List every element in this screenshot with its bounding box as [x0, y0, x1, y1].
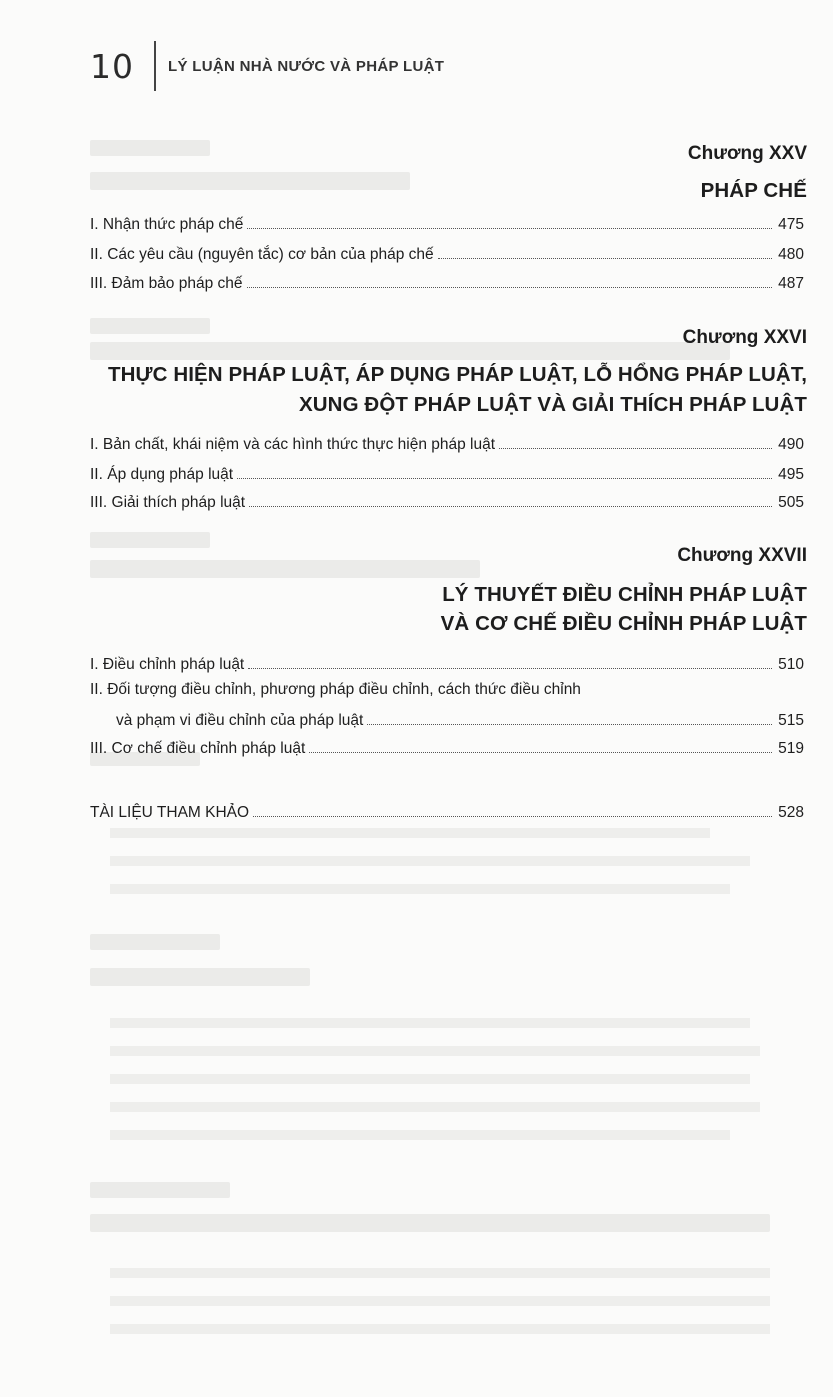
chapter-label: Chương XXVII [677, 545, 807, 566]
toc-entry-references[interactable] [90, 800, 804, 822]
toc-entry-page: 515 [778, 712, 804, 729]
toc-entry-page: 505 [778, 494, 804, 511]
toc-entry-page: 519 [778, 740, 804, 757]
toc-entry-text: I. Bản chất, khái niệm và các hình thức thực hiện pháp luật [90, 436, 496, 453]
toc-entry-page: 490 [778, 436, 804, 453]
header-divider [154, 41, 156, 91]
toc-entry-text: III. Cơ chế điều chỉnh pháp luật [90, 740, 306, 757]
toc-entry[interactable] [90, 242, 804, 264]
running-title: LÝ LUẬN NHÀ NƯỚC VÀ PHÁP LUẬT [168, 57, 445, 75]
toc-entry-page: 480 [778, 246, 804, 263]
chapter-title-line: PHÁP CHẾ [700, 179, 807, 202]
toc-entry-text: I. Điều chỉnh pháp luật [90, 656, 245, 673]
chapter-title-line: LÝ THUYẾT ĐIỀU CHỈNH PHÁP LUẬT [442, 583, 807, 606]
dot-leader [499, 448, 772, 449]
toc-entry-first-line[interactable]: II. Đối tượng điều chỉnh, phương pháp điều chỉnh, cách thức điều chỉnh [90, 681, 581, 698]
dot-leader [367, 724, 772, 725]
toc-entry[interactable] [116, 708, 804, 730]
page-number: 10 [90, 46, 134, 86]
dot-leader [248, 668, 772, 669]
dot-leader [249, 506, 772, 507]
toc-entry-page: 528 [778, 804, 804, 821]
toc-entry[interactable] [90, 462, 804, 484]
dot-leader [237, 478, 772, 479]
dot-leader [253, 816, 772, 817]
toc-entry-text: II. Các yêu cầu (nguyên tắc) cơ bản của pháp chế [90, 246, 434, 263]
chapter-title-line: THỰC HIỆN PHÁP LUẬT, ÁP DỤNG PHÁP LUẬT, LỖ HỔNG PHÁP LUẬT, [108, 363, 807, 386]
chapter-label: Chương XXVI [682, 327, 807, 348]
toc-entry-page: 510 [778, 656, 804, 673]
toc-entry-text: TÀI LIỆU THAM KHẢO [90, 804, 250, 821]
toc-entry[interactable] [90, 212, 804, 234]
dot-leader [247, 287, 772, 288]
toc-entry[interactable] [90, 271, 804, 293]
toc-entry-text: và phạm vi điều chỉnh của pháp luật [116, 712, 364, 729]
toc-entry-text: III. Đảm bảo pháp chế [90, 275, 243, 292]
chapter-label: Chương XXV [687, 143, 807, 164]
toc-entry-text: II. Áp dụng pháp luật [90, 466, 234, 483]
toc-entry-text: I. Nhận thức pháp chế [90, 216, 244, 233]
toc-entry[interactable] [90, 490, 804, 512]
toc-entry[interactable] [90, 432, 804, 454]
toc-entry[interactable] [90, 736, 804, 758]
dot-leader [438, 258, 772, 259]
toc-entry-page: 487 [778, 275, 804, 292]
running-header [90, 40, 444, 92]
chapter-title-line: VÀ CƠ CHẾ ĐIỀU CHỈNH PHÁP LUẬT [440, 612, 807, 635]
toc-entry-text: III. Giải thích pháp luật [90, 494, 246, 511]
dot-leader [247, 228, 772, 229]
dot-leader [309, 752, 772, 753]
toc-entry-page: 495 [778, 466, 804, 483]
toc-entry-page: 475 [778, 216, 804, 233]
toc-entry[interactable] [90, 652, 804, 674]
chapter-title-line: XUNG ĐỘT PHÁP LUẬT VÀ GIẢI THÍCH PHÁP LUẬT [299, 393, 807, 416]
